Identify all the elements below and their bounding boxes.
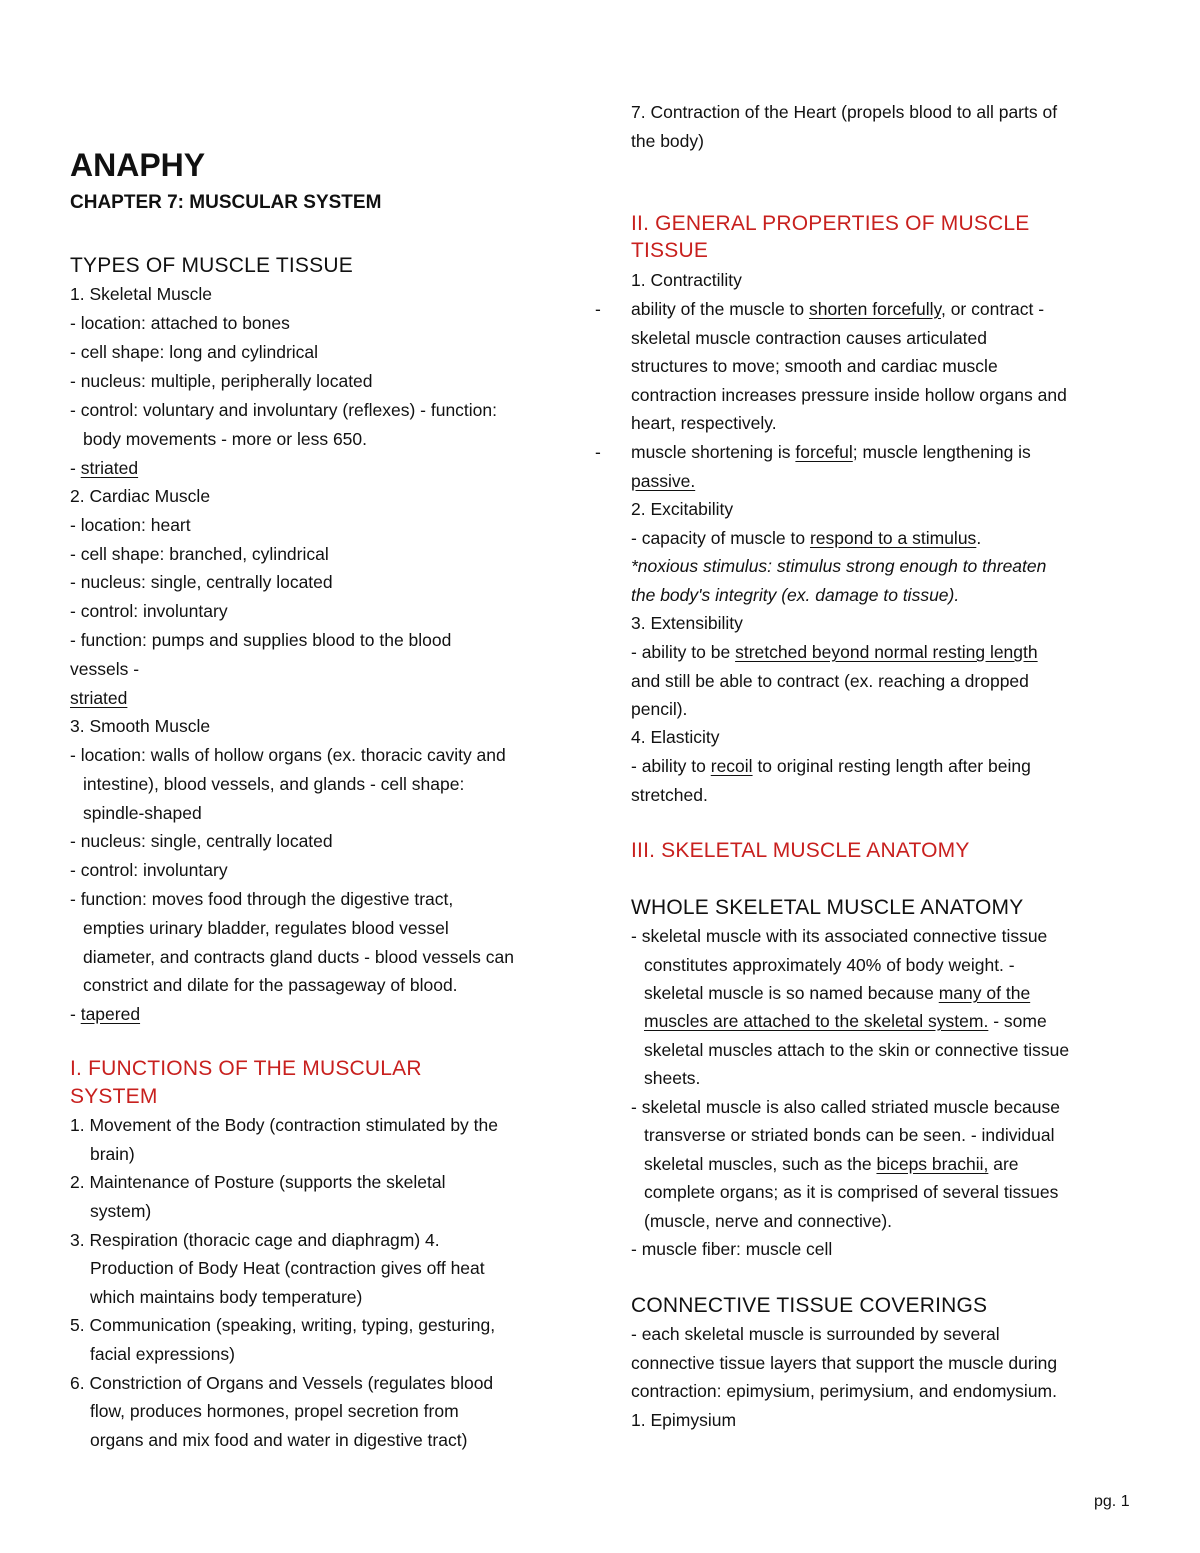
properties-heading-cont: TISSUE — [631, 239, 709, 262]
smooth-control: - control: involuntary — [70, 860, 228, 880]
skeletal-control: - control: voluntary and involuntary (reflexes) - function: — [70, 400, 497, 420]
biceps-brachii: biceps brachii, — [876, 1154, 989, 1174]
function-3-cont: Production of Body Heat (contraction gives off heat — [90, 1258, 485, 1278]
smooth-location-cont: intestine), blood vessels, and glands - cell shape: — [83, 774, 465, 794]
cardiac-title: 2. Cardiac Muscle — [70, 486, 211, 506]
whole-text-d: are — [988, 1154, 1019, 1174]
smooth-tapered: tapered — [80, 1004, 141, 1024]
cardiac-function-cont: vessels - — [70, 659, 140, 679]
whole-line-10: complete organs; as it is comprised of several tissues — [644, 1182, 1059, 1202]
contractility-text-b: , or contract - — [940, 299, 1045, 319]
many-of-the: many of the — [938, 983, 1031, 1003]
skeletal-control-cont: body movements - more or less 650. — [83, 429, 368, 449]
elasticity-text-a: - ability to — [631, 756, 711, 776]
respond-to-stimulus: respond to a stimulus — [809, 528, 977, 548]
smooth-location: - location: walls of hollow organs (ex. thoracic cavity and — [70, 745, 506, 765]
smooth-nucleus: - nucleus: single, centrally located — [70, 831, 333, 851]
function-6: 6. Constriction of Organs and Vessels (regulates blood — [70, 1373, 494, 1393]
skeletal-shape: - cell shape: long and cylindrical — [70, 342, 319, 362]
whole-text-a: skeletal muscle is so named because — [644, 983, 939, 1003]
passive: passive. — [631, 471, 696, 491]
noxious-note-cont: the body's integrity (ex. damage to tissue). — [631, 585, 960, 605]
elasticity-text-b: to original resting length after being — [752, 756, 1031, 776]
excitability-title: 2. Excitability — [631, 499, 734, 519]
elasticity-line-2: stretched. — [631, 785, 708, 805]
whole-line-12: - muscle fiber: muscle cell — [631, 1239, 833, 1259]
contractility-text-d: ; muscle lengthening is — [852, 442, 1031, 462]
connective-line-4: 1. Epimysium — [631, 1410, 737, 1430]
contractility-dash-2: - — [595, 442, 601, 462]
function-3: 3. Respiration (thoracic cage and diaphragm) 4. — [70, 1230, 440, 1250]
noxious-note: *noxious stimulus: stimulus strong enough to threaten — [631, 556, 1047, 576]
document-title: ANAPHY — [70, 147, 206, 183]
cardiac-nucleus: - nucleus: single, centrally located — [70, 572, 333, 592]
skeletal-striated-prefix: - — [70, 458, 81, 478]
whole-line-2: constitutes approximately 40% of body weight. - — [644, 955, 1015, 975]
anatomy-heading: III. SKELETAL MUSCLE ANATOMY — [631, 839, 970, 862]
contractility-line-4: contraction increases pressure inside hollow organs and — [631, 385, 1067, 405]
smooth-location-cont-2: spindle-shaped — [83, 803, 202, 823]
chapter-heading: CHAPTER 7: MUSCULAR SYSTEM — [70, 192, 382, 213]
extensibility-title: 3. Extensibility — [631, 613, 743, 633]
elasticity-line-1 — [631, 752, 1031, 781]
whole-line-6: sheets. — [644, 1068, 701, 1088]
excitability-text-a: - capacity of muscle to — [631, 528, 810, 548]
contractility-text-c: muscle shortening is — [631, 442, 796, 462]
function-7: 7. Contraction of the Heart (propels blood to all parts of — [631, 102, 1058, 122]
contractility-text-a: ability of the muscle to — [631, 299, 809, 319]
extensibility-line-3: pencil). — [631, 699, 688, 719]
functions-heading-cont: SYSTEM — [70, 1085, 158, 1108]
contractility-line-5: heart, respectively. — [631, 413, 777, 433]
whole-line-1: - skeletal muscle with its associated connective tissue — [631, 926, 1048, 946]
connective-line-2: connective tissue layers that support the muscle during — [631, 1353, 1058, 1373]
whole-line-9 — [631, 1150, 1019, 1179]
whole-line-3 — [631, 979, 1030, 1008]
function-2-cont: system) — [90, 1201, 152, 1221]
whole-line-4 — [631, 1007, 1047, 1036]
whole-line-11: (muscle, nerve and connective). — [644, 1211, 893, 1231]
function-6-cont-2: organs and mix food and water in digestive tract) — [90, 1430, 468, 1450]
extensibility-text-a: - ability to be — [631, 642, 736, 662]
cardiac-location: - location: heart — [70, 515, 191, 535]
properties-heading: II. GENERAL PROPERTIES OF MUSCLE — [631, 212, 1030, 235]
skeletal-striated-line — [70, 454, 138, 483]
whole-anatomy-heading: WHOLE SKELETAL MUSCLE ANATOMY — [631, 896, 1024, 919]
contractility-line-6 — [595, 438, 1031, 467]
forceful: forceful — [795, 442, 853, 462]
skeletal-nucleus: - nucleus: multiple, peripherally located — [70, 371, 373, 391]
function-5-cont: facial expressions) — [90, 1344, 235, 1364]
function-7-cont: the body) — [631, 131, 704, 151]
page-number: pg. 1 — [1094, 1493, 1130, 1510]
smooth-function-cont-2: diameter, and contracts gland ducts - blood vessels can — [83, 947, 514, 967]
function-6-cont: flow, produces hormones, propel secretion from — [90, 1401, 459, 1421]
contractility-line-1 — [595, 295, 1045, 324]
whole-text-b: - some — [988, 1011, 1047, 1031]
contractility-title: 1. Contractility — [631, 270, 742, 290]
shorten-forcefully: shorten forcefully — [809, 299, 941, 319]
function-1: 1. Movement of the Body (contraction stimulated by the — [70, 1115, 498, 1135]
types-heading: TYPES OF MUSCLE TISSUE — [70, 254, 353, 277]
connective-line-3: contraction: epimysium, perimysium, and endomysium. — [631, 1381, 1057, 1401]
elasticity-title: 4. Elasticity — [631, 727, 720, 747]
skeletal-location: - location: attached to bones — [70, 313, 290, 333]
skeletal-striated: striated — [80, 458, 139, 478]
excitability-text-b: . — [976, 528, 982, 548]
cardiac-control: - control: involuntary — [70, 601, 228, 621]
smooth-function: - function: moves food through the digestive tract, — [70, 889, 454, 909]
whole-text-c: skeletal muscles, such as the — [644, 1154, 877, 1174]
skeletal-title: 1. Skeletal Muscle — [70, 284, 213, 304]
smooth-function-cont: empties urinary bladder, regulates blood vessel — [83, 918, 449, 938]
smooth-title: 3. Smooth Muscle — [70, 716, 211, 736]
recoil: recoil — [710, 756, 753, 776]
function-5: 5. Communication (speaking, writing, typing, gesturing, — [70, 1315, 496, 1335]
contractility-dash: - — [595, 299, 601, 319]
contractility-line-2: skeletal muscle contraction causes articulated — [631, 328, 988, 348]
function-3-cont-2: which maintains body temperature) — [90, 1287, 363, 1307]
function-1-cont: brain) — [90, 1144, 135, 1164]
connective-heading: CONNECTIVE TISSUE COVERINGS — [631, 1294, 988, 1317]
stretched-beyond: stretched beyond normal resting length — [735, 642, 1038, 662]
whole-line-5: skeletal muscles attach to the skin or connective tissue — [644, 1040, 1070, 1060]
extensibility-line-1 — [631, 638, 1038, 667]
contractility-line-3: structures to move; smooth and cardiac muscle — [631, 356, 998, 376]
connective-line-1: - each skeletal muscle is surrounded by several — [631, 1324, 1000, 1344]
smooth-tapered-prefix: - — [70, 1004, 81, 1024]
smooth-tapered-line — [70, 1000, 140, 1029]
cardiac-striated: striated — [70, 688, 128, 708]
smooth-function-cont-3: constrict and dilate for the passageway of blood. — [83, 975, 458, 995]
excitability-line-1 — [631, 524, 981, 553]
function-2: 2. Maintenance of Posture (supports the skeletal — [70, 1172, 446, 1192]
cardiac-shape: - cell shape: branched, cylindrical — [70, 544, 329, 564]
extensibility-line-2: and still be able to contract (ex. reaching a dropped — [631, 671, 1029, 691]
cardiac-function: - function: pumps and supplies blood to the blood — [70, 630, 452, 650]
whole-line-8: transverse or striated bonds can be seen. - individual — [644, 1125, 1055, 1145]
functions-heading: I. FUNCTIONS OF THE MUSCULAR — [70, 1057, 422, 1080]
whole-line-7: - skeletal muscle is also called striated muscle because — [631, 1097, 1060, 1117]
muscles-attached: muscles are attached to the skeletal system. — [644, 1011, 989, 1031]
